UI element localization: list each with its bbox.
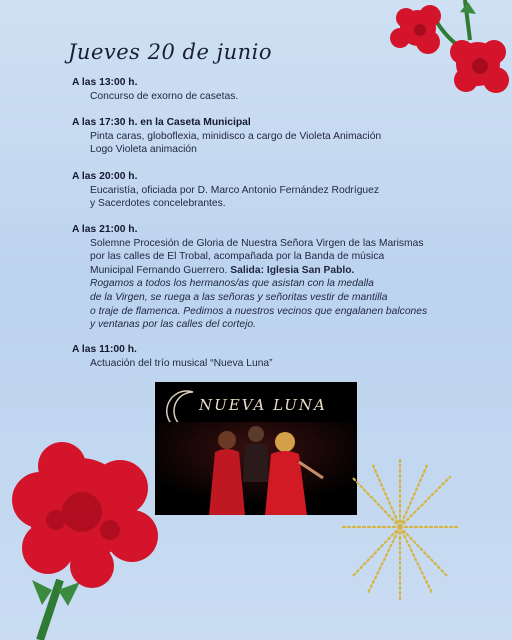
event-line: Rogamos a todos los hermanos/as que asistan con la medalla <box>90 278 374 290</box>
event-line: y ventanas por las calles del cortejo. <box>90 319 256 331</box>
departure-note: Salida: Iglesia San Pablo. <box>230 264 355 276</box>
event-line: Concurso de exorno de casetas. <box>90 90 239 102</box>
photo-logo-text: NUEVA LUNA <box>199 396 327 414</box>
firework-icon <box>340 455 460 605</box>
event-line: por las calles de El Trobal, acompañada por la Banda de música <box>90 251 385 263</box>
event-line: Eucaristía, oficiada por D. Marco Antonio Fernández Rodríguez <box>90 184 380 196</box>
event-time: A las 17:30 h. en la Caseta Municipal <box>72 117 251 128</box>
event-line: Actuación del trío musical “Nueva Luna” <box>90 357 273 369</box>
event-time: A las 11:00 h. <box>72 344 137 355</box>
event-line: Solemne Procesión de Gloria de Nuestra Señora Virgen de las Marismas <box>90 237 424 249</box>
event-line: o traje de flamenca. Pedimos a nuestros vecinos que engalanen balcones <box>90 305 428 317</box>
event-description <box>72 357 462 371</box>
event-line <box>90 264 462 278</box>
event-line: Logo Violeta animación <box>90 144 197 156</box>
event-item <box>72 223 462 332</box>
event-description <box>72 237 462 332</box>
event-item <box>72 170 462 211</box>
event-description <box>72 130 462 157</box>
band-photo <box>155 382 357 515</box>
page-title: Jueves 20 de junio <box>68 40 272 64</box>
event-item <box>72 116 462 157</box>
event-item <box>72 76 462 103</box>
singers-silhouette-icon <box>155 422 357 515</box>
event-line: y Sacerdotes concelebrantes. <box>90 198 226 210</box>
event-time: A las 20:00 h. <box>72 171 138 182</box>
event-line: Pinta caras, globoflexia, minidisco a cargo de Violeta Animación <box>90 130 382 142</box>
carnation-bottom-left-icon <box>0 440 175 640</box>
event-time: A las 13:00 h. <box>72 77 138 88</box>
event-description <box>72 90 462 104</box>
event-description <box>72 184 462 211</box>
event-line-text: Municipal Fernando Guerrero. <box>90 264 228 276</box>
event-item <box>72 343 462 370</box>
event-line: de la Virgen, se ruega a las señoras y señoritas vestir de mantilla <box>90 291 388 303</box>
event-time: A las 21:00 h. <box>72 224 138 235</box>
